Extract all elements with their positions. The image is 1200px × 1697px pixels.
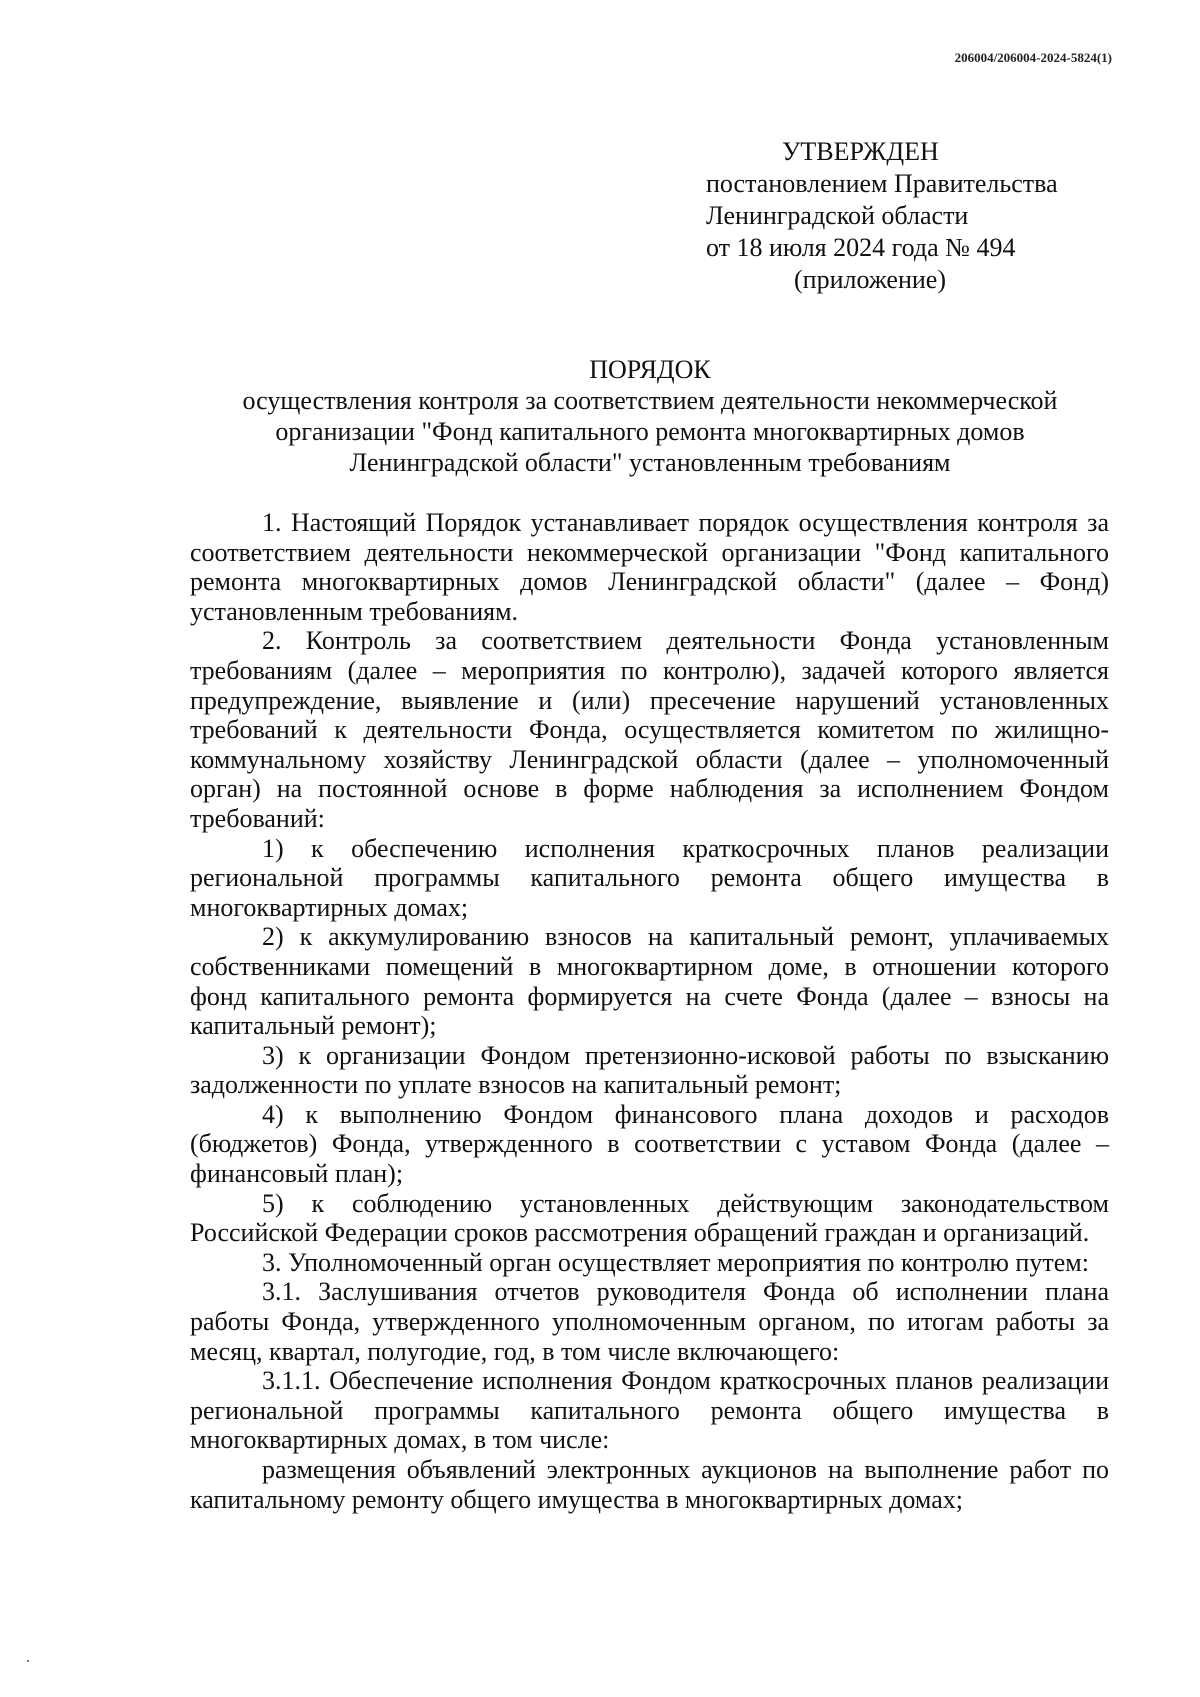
approval-line-resolution: постановлением Правительства xyxy=(706,169,1058,198)
approval-title: УТВЕРЖДЕН xyxy=(782,137,939,166)
scan-artifact xyxy=(27,1660,29,1662)
document-title: ПОРЯДОК xyxy=(589,355,711,384)
paragraph-2-item-5: 5) к соблюдению установленных действующим законодательством Российской Федерации сроков рассмотрения обращений граждан и организаций. xyxy=(190,1188,1109,1248)
approval-line-region: Ленинградской области xyxy=(706,201,969,230)
document-registration-number: 206004/206004-2024-5824(1) xyxy=(954,50,1112,65)
paragraph-3-1-1-item: размещения объявлений электронных аукционов на выполнение работ по капитальному ремонту общего имущества в многоквартирных домах; xyxy=(190,1455,1109,1514)
paragraph-2-item-2: 2) к аккумулированию взносов на капитальный ремонт, уплачиваемых собственниками помещений в многоквартирном доме, в отношении которого фонд капитального ремонта формируется на счете Фонда (далее – взносы на капитальный ремонт); xyxy=(190,922,1109,1041)
paragraph-1: 1. Настоящий Порядок устанавливает порядок осуществления контроля за соответствием деятельности некоммерческой организации "Фонд капитального ремонта многоквартирных домов Ленинградской области" (далее – Фонд) установленным требованиям. xyxy=(190,508,1109,626)
paragraph-3-1: 3.1. Заслушивания отчетов руководителя Фонда об исполнении плана работы Фонда, утвержденного уполномоченным органом, по итогам работы за месяц, квартал, полугодие, год, в том числе включающего: xyxy=(190,1277,1109,1366)
approval-stamp-block xyxy=(706,136,1086,296)
document-subtitle-line-1: осуществления контроля за соответствием деятельности некоммерческой xyxy=(242,386,1058,415)
document-subtitle-line-3: Ленинградской области" установленным требованиям xyxy=(349,448,951,477)
paragraph-3-1-1: 3.1.1. Обеспечение исполнения Фондом краткосрочных планов реализации региональной программы капитального ремонта общего имущества в многоквартирных домах, в том числе: xyxy=(190,1366,1109,1455)
paragraph-2-item-1: 1) к обеспечению исполнения краткосрочных планов реализации региональной программы капитального ремонта общего имущества в многоквартирных домах; xyxy=(190,833,1109,922)
paragraph-2-item-4: 4) к выполнению Фондом финансового плана доходов и расходов (бюджетов) Фонда, утвержденного в соответствии с уставом Фонда (далее – финансовый план); xyxy=(190,1099,1109,1189)
approval-line-date-number: от 18 июля 2024 года № 494 xyxy=(706,233,1016,262)
approval-line-appendix: (приложение) xyxy=(794,265,947,294)
paragraph-2-item-3: 3) к организации Фондом претензионно-исковой работы по взысканию задолженности по уплате взносов на капитальный ремонт; xyxy=(190,1040,1109,1100)
paragraph-3: 3. Уполномоченный орган осуществляет мероприятия по контролю путем: xyxy=(262,1247,1089,1277)
paragraph-2: 2. Контроль за соответствием деятельности Фонда установленным требованиям (далее – мероприятия по контролю), задачей которого является предупреждение, выявление и (или) пресечение нарушений установленных требований к деятельности Фонда, осуществляется комитетом по жилищно-коммунальному хозяйству Ленинградской области (далее – уполномоченный орган) на постоянной основе в форме наблюдения за исполнением Фондом требований: xyxy=(190,626,1109,833)
document-subtitle-line-2: организации "Фонд капитального ремонта многоквартирных домов xyxy=(275,417,1025,446)
document-heading xyxy=(190,354,1110,478)
document-body xyxy=(190,508,1109,1514)
